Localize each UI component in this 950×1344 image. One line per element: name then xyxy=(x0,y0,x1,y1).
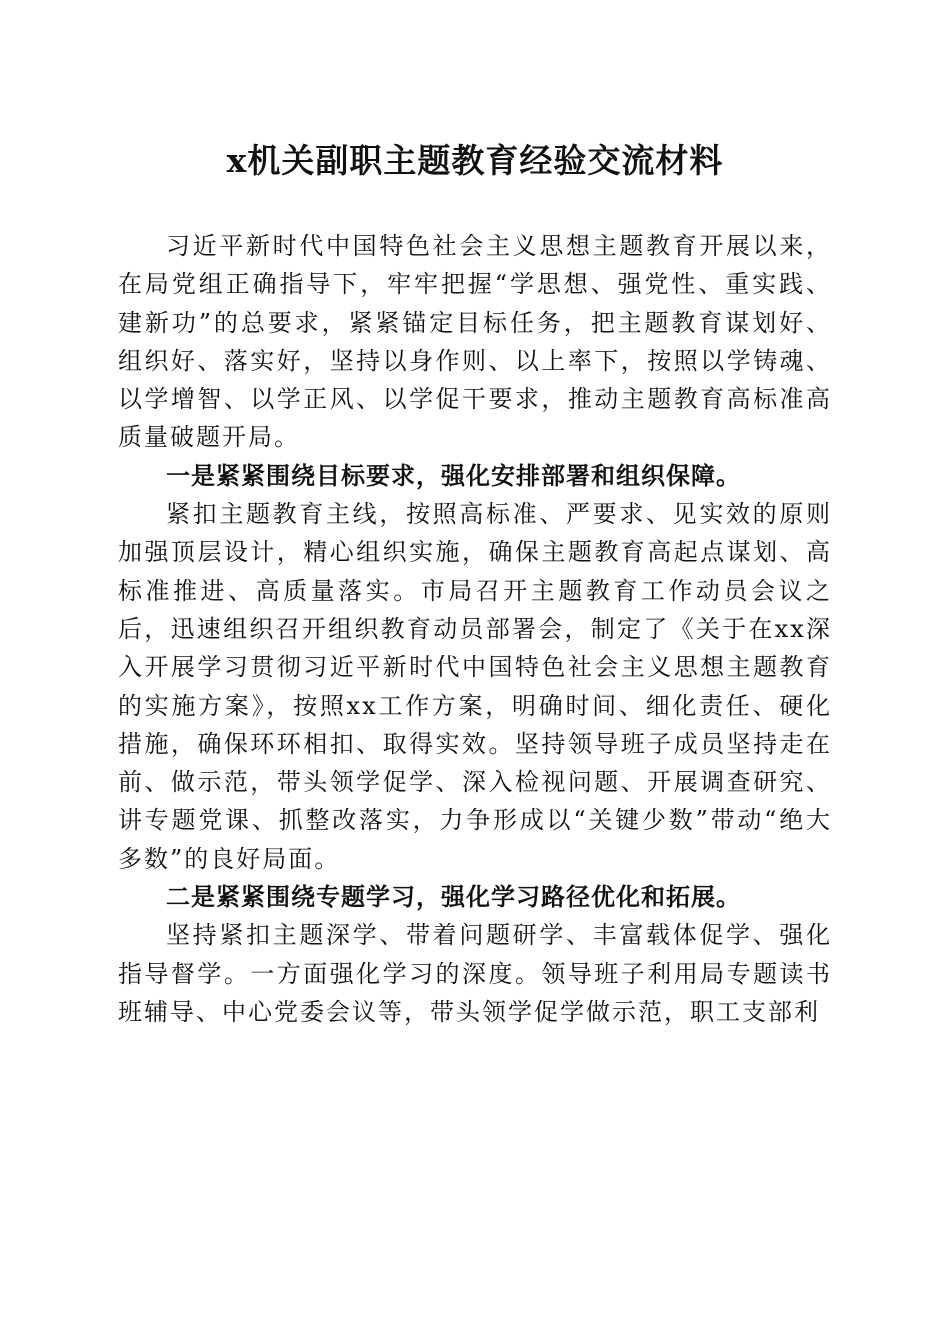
section-heading-1: 一是紧紧围绕目标要求，强化安排部署和组织保障。 xyxy=(166,460,741,490)
intro-paragraph: 习近平新时代中国特色社会主义思想主题教育开展以来，在局党组正确指导下，牢牢把握“学思想、强党性、重实践、建新功”的总要求，紧紧锚定目标任务，把主题教育谋划好、组织好、落实好，坚持以身作则、以上率下，按照以学铸魂、以学增智、以学正风、以学促干要求，推动主题教育高标准高质量破题开局。 xyxy=(118,232,832,452)
section-paragraph-1: 紧扣主题教育主线，按照高标准、严要求、见实效的原则加强顶层设计，精心组织实施，确保主题教育高起点谋划、高标准推进、高质量落实。市局召开主题教育工作动员会议之后，迅速组织召开组织教育动员部署会，制定了《关于在xx深入开展学习贯彻习近平新时代中国特色社会主义思想主题教育的实施方案》，按照xx工作方案，明确时间、细化责任、硬化措施，确保环环相扣、取得实效。坚持领导班子成员坚持走在前、做示范，带头领学促学、深入检视问题、开展调查研究、讲专题党课、抓整改落实，力争形成以“关键少数”带动“绝大多数”的良好局面。 xyxy=(118,500,832,873)
document-title: x机关副职主题教育经验交流材料 xyxy=(226,141,724,180)
section-heading-2: 二是紧紧围绕专题学习，强化学习路径优化和拓展。 xyxy=(166,882,741,912)
section-paragraph-2: 坚持紧扣主题深学、带着问题研学、丰富载体促学、强化指导督学。一方面强化学习的深度。领导班子利用局专题读书班辅导、中心党委会议等，带头领学促学做示范，职工支部利 xyxy=(118,921,832,1026)
document-body xyxy=(118,227,832,1031)
